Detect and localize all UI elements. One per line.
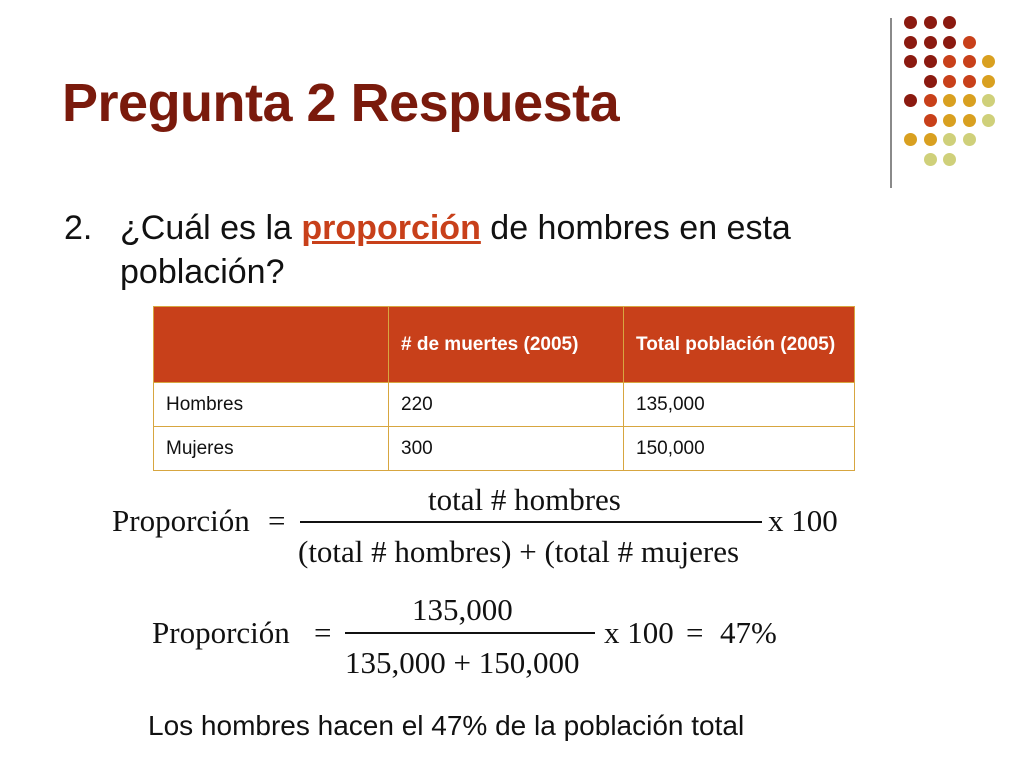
decorative-dot (924, 94, 937, 107)
table-row (154, 383, 855, 427)
question-text (120, 206, 944, 294)
decorative-dot (982, 94, 995, 107)
decorative-dot (924, 16, 937, 29)
decorative-dot (982, 55, 995, 68)
slide-title: Pregunta 2 Respuesta (62, 73, 620, 133)
table-header-cell: Total población (2005) (624, 307, 855, 383)
decorative-dot (904, 94, 917, 107)
decorative-dot (963, 55, 976, 68)
decorative-dot (963, 133, 976, 146)
decorative-dot (943, 153, 956, 166)
decorative-dot (982, 114, 995, 127)
decorative-dot (943, 16, 956, 29)
table-cell: Mujeres (154, 427, 389, 471)
decorative-dot (904, 36, 917, 49)
question-number: 2. (64, 209, 93, 247)
decorative-dot (963, 94, 976, 107)
decorative-dot (943, 133, 956, 146)
table-cell: 135,000 (624, 383, 855, 427)
question-text-after: de hombres en esta población? (120, 209, 791, 291)
decorative-dot (943, 75, 956, 88)
formula1-denominator: (total # hombres) + (total # mujeres (298, 534, 740, 569)
decorative-dot-grid (904, 16, 1014, 166)
decorative-dot (943, 36, 956, 49)
formula1-lhs: Proporción (112, 503, 250, 538)
formula2-multiplier: x 100 (604, 615, 674, 650)
formula2-lhs: Proporción (152, 615, 290, 650)
question-highlight-term: proporción (301, 209, 481, 247)
formula1-fraction-bar (300, 521, 762, 523)
question-text-before: ¿Cuál es la (120, 209, 302, 247)
decorative-dot (924, 36, 937, 49)
decorative-dot (904, 55, 917, 68)
formula2-denominator: 135,000 + 150,000 (345, 645, 580, 680)
formula1-multiplier: x 100 (768, 503, 838, 538)
decorative-dot (924, 75, 937, 88)
decorative-dot (963, 114, 976, 127)
decorative-dot (943, 94, 956, 107)
decorative-dot (963, 75, 976, 88)
table-cell: 220 (389, 383, 624, 427)
formula2-equals-2: = (686, 615, 704, 650)
decorative-dot (943, 55, 956, 68)
decorative-dot (924, 153, 937, 166)
formula1-numerator: total # hombres (428, 482, 621, 517)
question-block (64, 206, 944, 294)
formula2-equals: = (314, 615, 332, 650)
table-header-cell (154, 307, 389, 383)
table-header-row (154, 307, 855, 383)
table-cell: 150,000 (624, 427, 855, 471)
conclusion-text: Los hombres hacen el 47% de la población total (148, 710, 745, 741)
table-row (154, 427, 855, 471)
decorative-divider (890, 18, 892, 188)
population-table (153, 306, 855, 471)
decorative-dot (924, 114, 937, 127)
decorative-dot (924, 133, 937, 146)
decorative-dot (904, 133, 917, 146)
decorative-dot (904, 16, 917, 29)
table-cell: Hombres (154, 383, 389, 427)
decorative-dot (982, 75, 995, 88)
table-cell: 300 (389, 427, 624, 471)
decorative-dot (943, 114, 956, 127)
formula2-numerator: 135,000 (412, 592, 513, 627)
table-header-cell: # de muertes (2005) (389, 307, 624, 383)
decorative-dot (924, 55, 937, 68)
decorative-dot (963, 36, 976, 49)
formula2-fraction-bar (345, 632, 595, 634)
formula1-equals: = (268, 503, 286, 538)
formula2-result: 47% (720, 615, 777, 650)
